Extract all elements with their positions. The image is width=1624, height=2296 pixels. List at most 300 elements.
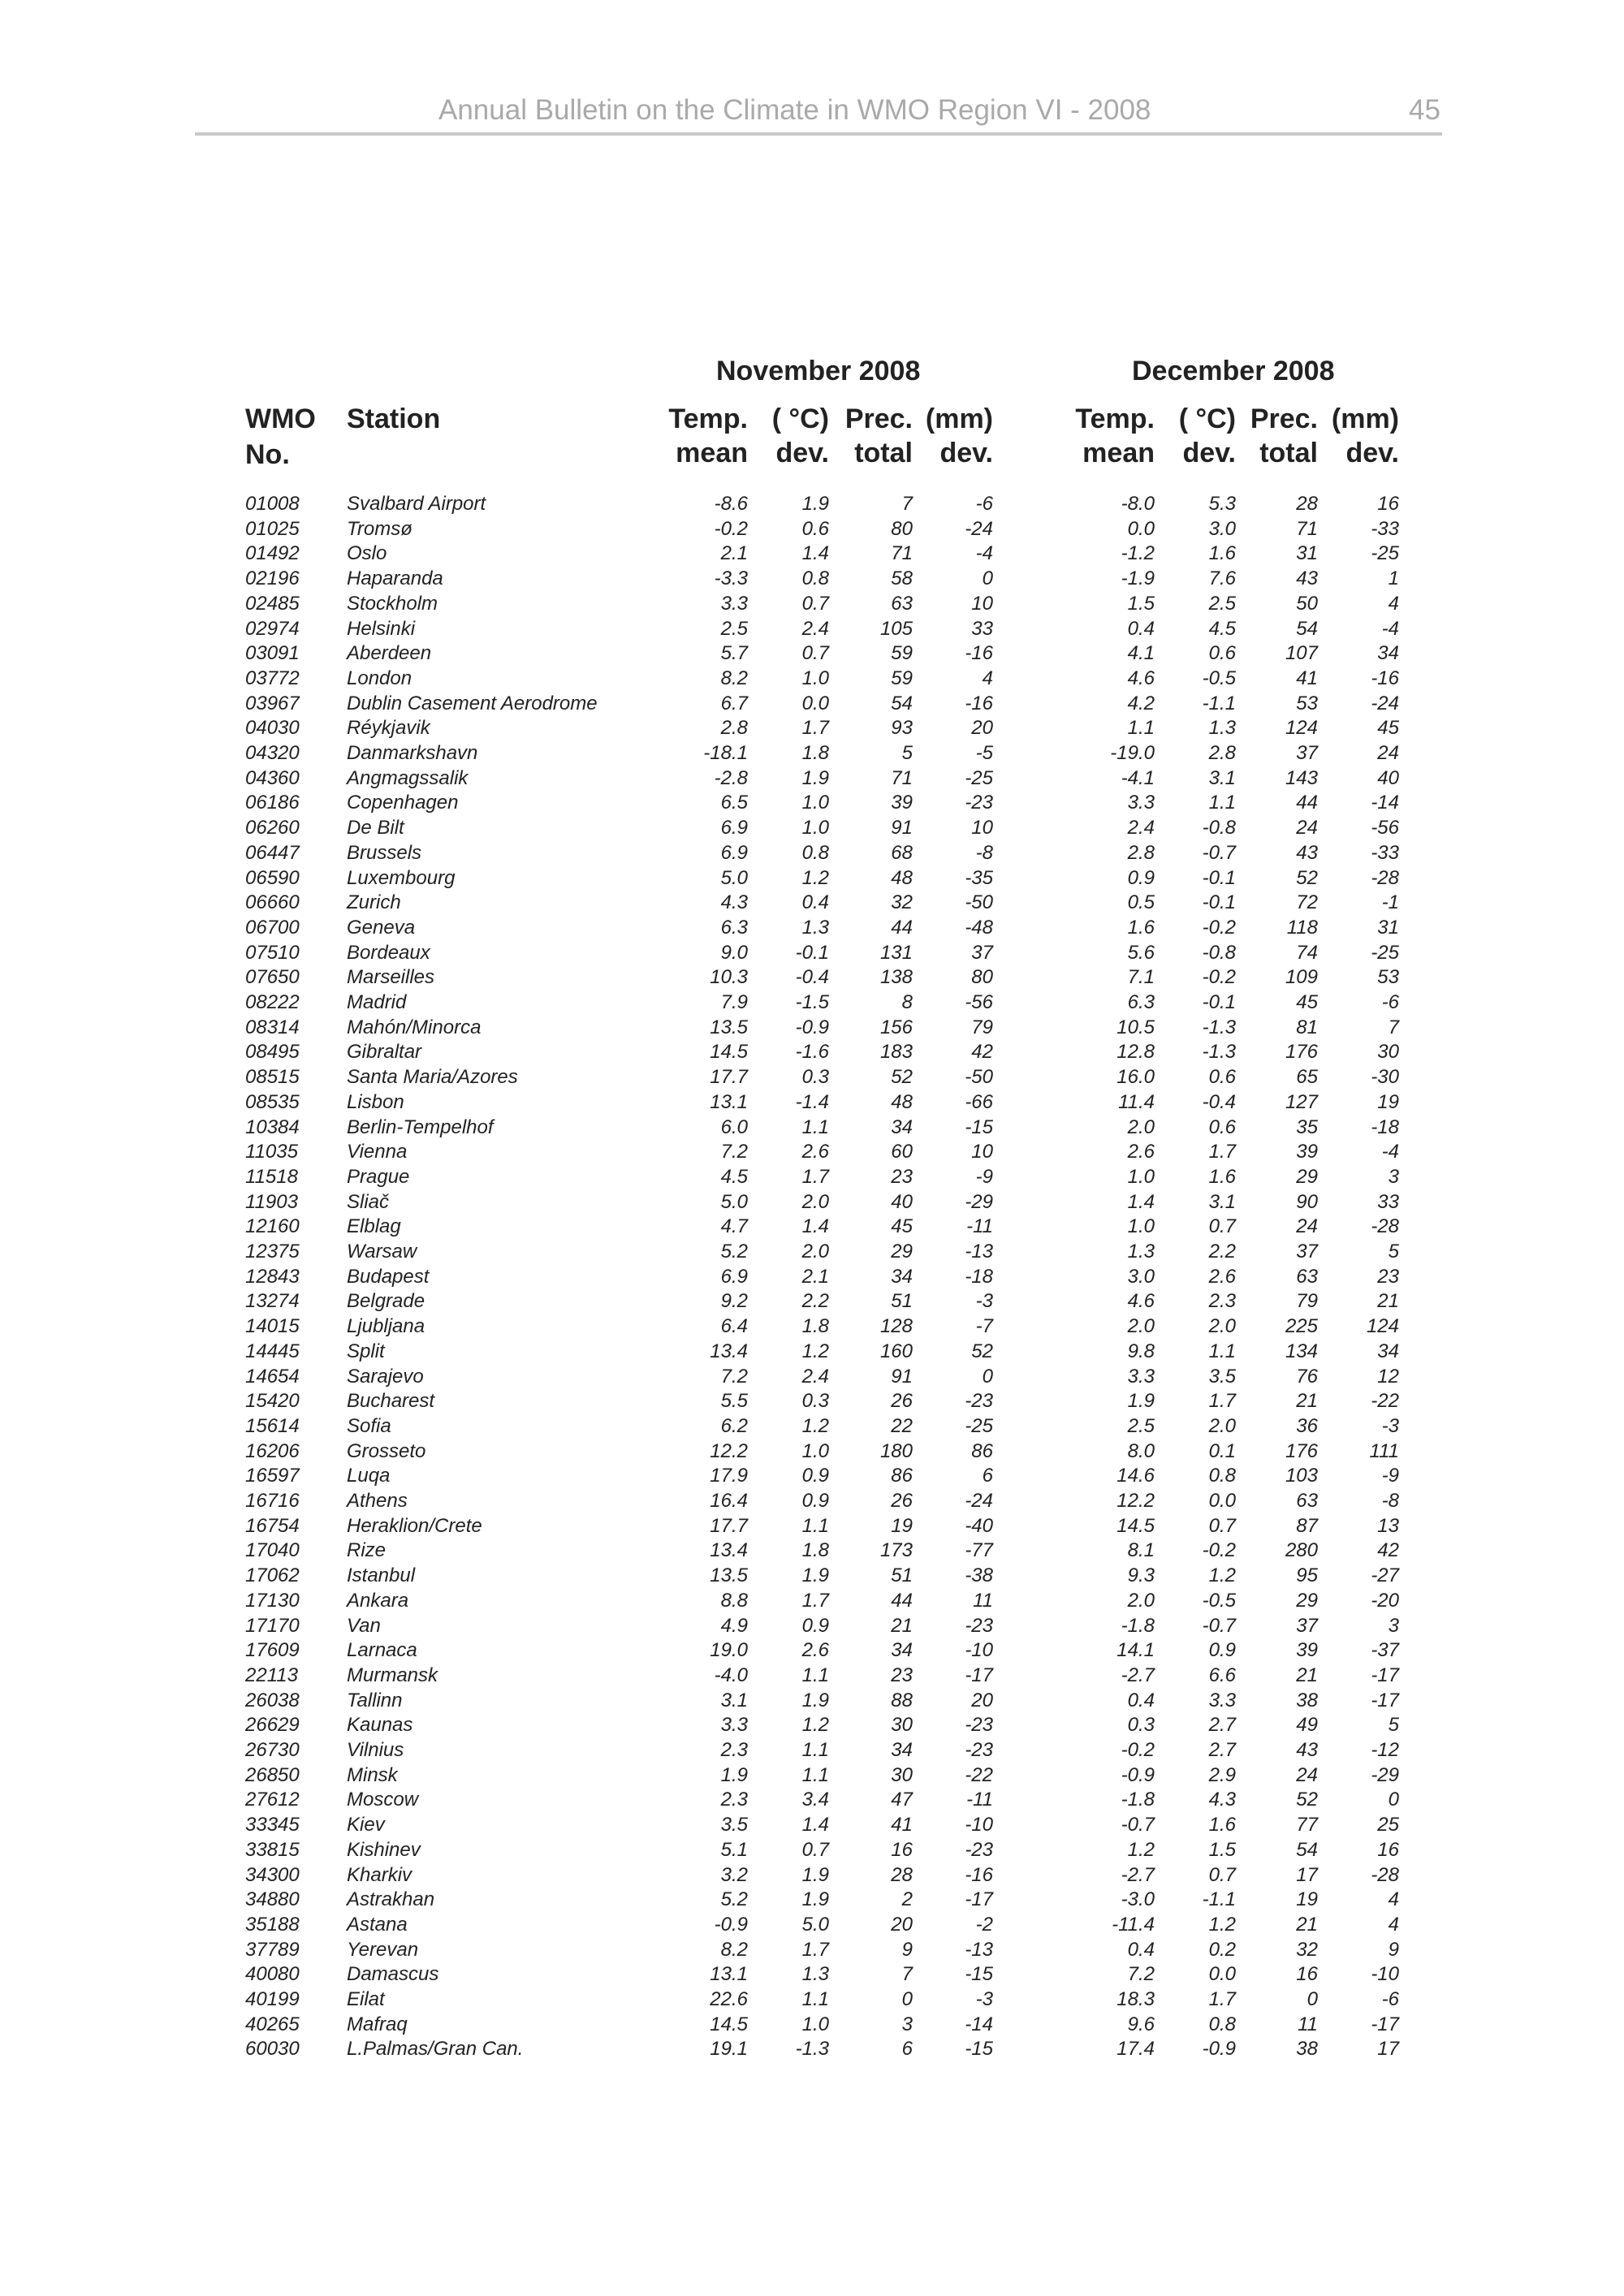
- nov-temp-mean: 6.9: [720, 1265, 748, 1288]
- table-row: [0, 617, 1624, 642]
- dec-prec-dev: -17: [1371, 2013, 1399, 2035]
- dec-prec-total: 74: [1296, 941, 1318, 964]
- nov-temp-mean: 4.5: [720, 1165, 748, 1188]
- nov-prec-total: 180: [879, 1439, 913, 1462]
- dec-temp-dev: -0.7: [1202, 841, 1236, 864]
- dec-temp-mean: 0.3: [1127, 1714, 1155, 1737]
- nov-temp-dev: 0.3: [801, 1390, 829, 1413]
- table-row: [0, 2013, 1624, 2038]
- nov-temp-dev: 2.4: [801, 617, 829, 640]
- table-row: [0, 1539, 1624, 1564]
- nov-prec-total: 20: [891, 1913, 913, 1936]
- nov-temp-mean: 9.0: [720, 941, 748, 964]
- dec-prec-total: 21: [1296, 1664, 1318, 1686]
- dec-temp-mean: -2.7: [1121, 1664, 1155, 1686]
- dec-prec-total: 127: [1285, 1090, 1318, 1113]
- dec-temp-dev: 2.9: [1208, 1763, 1236, 1786]
- station-name: Kiev: [347, 1814, 385, 1836]
- nov-prec-total: 23: [891, 1664, 913, 1686]
- nov-temp-dev: -1.6: [795, 1041, 829, 1064]
- nov-prec-total: 63: [891, 592, 913, 615]
- nov-header-prec: Prec.: [844, 404, 913, 434]
- dec-temp-dev: -0.7: [1202, 1614, 1236, 1637]
- dec-temp-mean: 1.0: [1127, 1215, 1155, 1238]
- nov-temp-mean: 8.2: [720, 667, 748, 689]
- nov-header-total: total: [854, 438, 913, 468]
- nov-temp-dev: 0.4: [801, 891, 829, 914]
- dec-temp-dev: 0.6: [1208, 1116, 1236, 1138]
- dec-prec-total: 63: [1296, 1490, 1318, 1512]
- dec-temp-mean: 1.3: [1127, 1241, 1155, 1262]
- dec-prec-total: 43: [1296, 841, 1318, 864]
- dec-prec-dev: 19: [1377, 1090, 1399, 1113]
- dec-temp-dev: -1.3: [1202, 1041, 1236, 1064]
- table-row: [0, 1888, 1624, 1913]
- dec-prec-total: 54: [1296, 1838, 1318, 1861]
- nov-temp-dev: 0.9: [801, 1614, 829, 1637]
- nov-temp-mean: 7.2: [720, 1365, 748, 1388]
- nov-temp-mean: 16.4: [710, 1490, 748, 1512]
- dec-temp-mean: 9.3: [1127, 1564, 1155, 1587]
- wmo-number: 17130: [245, 1589, 300, 1612]
- nov-prec-total: 160: [879, 1340, 913, 1362]
- dec-temp-dev: 3.3: [1208, 1689, 1236, 1711]
- dec-prec-total: 143: [1285, 766, 1318, 789]
- nov-temp-dev: -1.5: [795, 991, 829, 1013]
- station-name: Ljubljana: [347, 1315, 425, 1338]
- nov-temp-dev: 1.0: [801, 1439, 829, 1462]
- station-name: Prague: [347, 1165, 410, 1188]
- nov-temp-mean: 6.9: [720, 841, 748, 864]
- nov-temp-mean: 2.3: [720, 1789, 748, 1811]
- nov-prec-dev: -9: [975, 1165, 993, 1188]
- nov-prec-dev: -13: [965, 1241, 993, 1262]
- nov-prec-dev: 80: [971, 966, 993, 989]
- station-name: Elblag: [347, 1215, 401, 1238]
- nov-prec-total: 34: [891, 1739, 913, 1761]
- station-name: L.Palmas/Gran Can.: [347, 2038, 524, 2061]
- table-row: [0, 1165, 1624, 1190]
- nov-prec-dev: -6: [975, 493, 993, 515]
- dec-prec-total: 71: [1296, 517, 1318, 540]
- wmo-number: 06260: [245, 817, 300, 839]
- wmo-number: 15614: [245, 1414, 300, 1437]
- dec-temp-mean: 3.3: [1127, 792, 1155, 814]
- dec-header-mean: mean: [1082, 438, 1155, 468]
- dec-prec-dev: 53: [1377, 966, 1399, 989]
- nov-prec-total: 32: [891, 891, 913, 914]
- station-name: Moscow: [347, 1789, 419, 1811]
- table-row: [0, 1389, 1624, 1414]
- station-name: Danmarkshavn: [347, 742, 478, 764]
- dec-prec-total: 39: [1296, 1639, 1318, 1662]
- station-name: Mahón/Minorca: [347, 1016, 482, 1038]
- wmo-number: 04030: [245, 717, 300, 740]
- nov-temp-dev: 3.4: [801, 1789, 829, 1811]
- table-row: [0, 741, 1624, 766]
- dec-prec-dev: 4: [1388, 1913, 1399, 1936]
- dec-prec-dev: -6: [1381, 1988, 1399, 2010]
- wmo-number: 16754: [245, 1514, 300, 1537]
- dec-prec-dev: 9: [1388, 1938, 1399, 1961]
- nov-temp-mean: 8.8: [720, 1589, 748, 1612]
- dec-temp-mean: -1.8: [1121, 1614, 1155, 1637]
- dec-prec-total: 107: [1285, 642, 1318, 665]
- table-row: [0, 1215, 1624, 1240]
- nov-temp-dev: 2.2: [801, 1290, 829, 1313]
- nov-temp-mean: 13.5: [710, 1016, 748, 1038]
- nov-temp-mean: 9.2: [720, 1290, 748, 1313]
- station-name: Murmansk: [347, 1664, 438, 1686]
- dec-temp-dev: 2.3: [1208, 1290, 1236, 1313]
- nov-temp-mean: 14.5: [710, 2013, 748, 2035]
- dec-prec-total: 103: [1285, 1465, 1318, 1487]
- dec-prec-total: 63: [1296, 1265, 1318, 1288]
- table-row: [0, 1016, 1624, 1041]
- dec-temp-dev: 2.8: [1208, 742, 1236, 764]
- dec-temp-dev: -0.5: [1202, 667, 1236, 689]
- nov-temp-mean: 5.7: [720, 642, 748, 665]
- dec-prec-dev: -37: [1371, 1639, 1399, 1662]
- nov-prec-dev: -7: [975, 1315, 993, 1338]
- station-name: Angmagssalik: [347, 766, 469, 789]
- dec-temp-dev: -0.2: [1202, 966, 1236, 989]
- dec-prec-total: 176: [1285, 1041, 1318, 1064]
- dec-temp-dev: 1.7: [1208, 1141, 1236, 1163]
- wmo-number: 22113: [245, 1664, 298, 1686]
- station-name: Sarajevo: [347, 1365, 424, 1388]
- dec-temp-mean: -3.0: [1121, 1888, 1155, 1911]
- nov-prec-total: 7: [901, 1963, 913, 1986]
- table-row: [0, 1962, 1624, 1987]
- nov-temp-mean: 5.5: [720, 1390, 748, 1413]
- nov-temp-mean: 4.7: [720, 1215, 748, 1238]
- wmo-number: 14015: [245, 1315, 300, 1338]
- table-row: [0, 1340, 1624, 1365]
- nov-prec-total: 51: [891, 1290, 913, 1313]
- dec-temp-dev: -0.1: [1202, 991, 1236, 1013]
- wmo-number: 60030: [245, 2038, 300, 2061]
- station-name: Brussels: [347, 841, 422, 864]
- nov-prec-dev: 37: [971, 941, 993, 964]
- dec-temp-dev: 7.6: [1208, 568, 1236, 590]
- dec-temp-mean: 0.4: [1127, 1689, 1155, 1711]
- nov-temp-dev: 1.0: [801, 2013, 829, 2035]
- nov-prec-total: 6: [901, 2038, 913, 2061]
- dec-prec-dev: -9: [1381, 1465, 1399, 1487]
- table-row: [0, 1589, 1624, 1614]
- dec-prec-dev: 16: [1377, 493, 1399, 515]
- dec-temp-mean: -0.7: [1121, 1814, 1155, 1836]
- nov-prec-dev: 10: [971, 592, 993, 615]
- dec-temp-mean: 10.5: [1116, 1016, 1155, 1038]
- dec-prec-total: 24: [1296, 1763, 1318, 1786]
- dec-prec-total: 54: [1296, 617, 1318, 640]
- dec-temp-mean: 7.1: [1127, 966, 1155, 989]
- nov-prec-total: 88: [891, 1689, 913, 1711]
- wmo-number: 14445: [245, 1340, 300, 1362]
- nov-temp-dev: 0.3: [801, 1066, 829, 1089]
- dec-temp-mean: 2.0: [1127, 1315, 1155, 1338]
- dec-prec-total: 45: [1296, 991, 1318, 1013]
- dec-prec-dev: -25: [1371, 542, 1399, 565]
- dec-prec-dev: 3: [1388, 1614, 1399, 1637]
- nov-prec-dev: -77: [965, 1539, 993, 1562]
- dec-temp-mean: 18.3: [1116, 1988, 1155, 2010]
- nov-temp-mean: 19.1: [710, 2038, 748, 2061]
- dec-prec-total: 38: [1296, 2038, 1318, 2061]
- wmo-number: 37789: [245, 1938, 300, 1961]
- nov-temp-mean: 1.9: [720, 1763, 748, 1786]
- dec-prec-total: 36: [1296, 1414, 1318, 1437]
- dec-temp-dev: 2.0: [1208, 1315, 1236, 1338]
- dec-prec-dev: 111: [1369, 1439, 1399, 1462]
- wmo-number: 17609: [245, 1639, 300, 1662]
- table-row: [0, 1913, 1624, 1938]
- nov-temp-mean: 13.4: [710, 1340, 748, 1362]
- nov-temp-dev: -1.4: [795, 1090, 829, 1113]
- nov-prec-total: 105: [879, 617, 913, 640]
- nov-temp-dev: 1.9: [801, 1863, 829, 1886]
- nov-temp-mean: 13.1: [710, 1963, 748, 1986]
- dec-prec-total: 32: [1296, 1938, 1318, 1961]
- nov-prec-total: 21: [891, 1614, 913, 1637]
- dec-prec-dev: -56: [1371, 817, 1399, 839]
- nov-prec-total: 16: [891, 1838, 913, 1861]
- nov-prec-dev: -11: [966, 1215, 993, 1238]
- dec-temp-mean: 11.4: [1118, 1090, 1155, 1113]
- dec-temp-dev: 1.1: [1208, 1340, 1236, 1362]
- nov-prec-total: 0: [901, 1988, 913, 2010]
- wmo-number: 16716: [245, 1490, 300, 1512]
- table-row: [0, 1265, 1624, 1290]
- nov-temp-mean: 17.7: [710, 1514, 748, 1537]
- dec-temp-mean: 9.6: [1127, 2013, 1155, 2035]
- dec-temp-dev: 2.2: [1208, 1241, 1236, 1262]
- wmo-number: 12160: [245, 1215, 300, 1238]
- col-header-station: Station: [347, 404, 441, 434]
- station-name: Astrakhan: [347, 1888, 435, 1911]
- station-name: Van: [347, 1614, 381, 1637]
- table-row: [0, 1738, 1624, 1763]
- nov-header-temp: Temp.: [668, 404, 748, 434]
- table-row: [0, 517, 1624, 542]
- dec-temp-mean: 2.0: [1127, 1116, 1155, 1138]
- dec-prec-total: 280: [1285, 1539, 1318, 1562]
- dec-temp-mean: 4.2: [1127, 692, 1155, 714]
- table-row: [0, 1813, 1624, 1838]
- dec-temp-dev: 0.8: [1208, 2013, 1236, 2035]
- dec-temp-dev: 2.7: [1208, 1739, 1236, 1761]
- nov-temp-dev: 1.8: [801, 742, 829, 764]
- dec-prec-dev: -30: [1371, 1066, 1399, 1089]
- dec-prec-dev: -28: [1371, 1863, 1399, 1886]
- nov-temp-dev: 1.2: [801, 866, 829, 889]
- nov-temp-mean: 4.9: [720, 1614, 748, 1637]
- dec-temp-mean: 2.6: [1127, 1141, 1155, 1163]
- station-name: Zurich: [347, 891, 401, 914]
- dec-temp-dev: 4.3: [1208, 1789, 1236, 1811]
- dec-prec-total: 118: [1286, 916, 1318, 939]
- dec-prec-dev: 1: [1388, 568, 1399, 590]
- dec-prec-total: 11: [1298, 2013, 1318, 2035]
- dec-prec-dev: -8: [1381, 1490, 1399, 1512]
- table-row: [0, 1314, 1624, 1340]
- table-row: [0, 1938, 1624, 1963]
- dec-temp-mean: 7.2: [1127, 1963, 1155, 1986]
- nov-temp-mean: 3.3: [720, 1714, 748, 1737]
- station-name: Grosseto: [347, 1439, 426, 1462]
- station-name: Damascus: [347, 1963, 439, 1986]
- dec-temp-dev: -0.5: [1202, 1589, 1236, 1612]
- nov-temp-dev: 1.0: [801, 817, 829, 839]
- dec-temp-dev: 0.9: [1208, 1639, 1236, 1662]
- table-row: [0, 641, 1624, 667]
- dec-temp-mean: -8.0: [1121, 493, 1155, 515]
- nov-temp-mean: 13.5: [710, 1564, 748, 1587]
- nov-prec-dev: -2: [975, 1913, 993, 1936]
- dec-temp-mean: 5.6: [1127, 941, 1155, 964]
- running-header-title: Annual Bulletin on the Climate in WMO Region VI - 2008: [438, 94, 1151, 126]
- col-header-no: No.: [245, 439, 290, 470]
- table-row: [0, 692, 1624, 717]
- dec-prec-dev: 7: [1388, 1016, 1399, 1038]
- dec-temp-dev: 0.8: [1208, 1465, 1236, 1487]
- dec-prec-dev: 5: [1388, 1241, 1399, 1262]
- nov-temp-dev: 1.1: [801, 1514, 829, 1537]
- station-name: Istanbul: [347, 1564, 416, 1587]
- dec-header-dev: dev.: [1182, 438, 1236, 468]
- station-name: Minsk: [347, 1763, 398, 1786]
- nov-prec-dev: -40: [965, 1514, 993, 1537]
- nov-temp-mean: -0.9: [714, 1913, 748, 1936]
- nov-prec-total: 7: [901, 493, 913, 515]
- dec-prec-dev: -3: [1381, 1414, 1399, 1437]
- station-name: Heraklion/Crete: [347, 1514, 482, 1537]
- dec-prec-total: 65: [1296, 1066, 1318, 1089]
- wmo-number: 01008: [245, 493, 300, 515]
- nov-temp-mean: 5.2: [720, 1241, 748, 1262]
- table-row: [0, 542, 1624, 567]
- nov-temp-mean: 5.0: [720, 866, 748, 889]
- dec-prec-total: 53: [1296, 692, 1318, 714]
- nov-prec-total: 41: [891, 1814, 913, 1836]
- nov-prec-total: 71: [891, 542, 913, 565]
- dec-temp-dev: 2.0: [1208, 1414, 1236, 1437]
- nov-prec-dev: -10: [965, 1814, 993, 1836]
- nov-temp-mean: 10.3: [710, 966, 748, 989]
- nov-prec-total: 26: [891, 1390, 913, 1413]
- dec-temp-dev: -0.4: [1202, 1090, 1236, 1113]
- nov-temp-mean: 4.3: [720, 891, 748, 914]
- nov-prec-total: 91: [891, 817, 913, 839]
- table-row: [0, 766, 1624, 792]
- wmo-number: 12375: [245, 1241, 300, 1262]
- station-name: Astana: [347, 1913, 408, 1936]
- dec-temp-mean: 4.6: [1127, 667, 1155, 689]
- nov-prec-dev: -4: [975, 542, 993, 565]
- nov-prec-dev: -24: [965, 1490, 993, 1512]
- table-row: [0, 1414, 1624, 1439]
- dec-temp-dev: 0.6: [1208, 1066, 1236, 1089]
- nov-temp-dev: 2.0: [801, 1241, 829, 1262]
- dec-prec-total: 87: [1296, 1514, 1318, 1537]
- nov-prec-total: 52: [891, 1066, 913, 1089]
- station-name: Bucharest: [347, 1390, 435, 1413]
- nov-temp-mean: 13.4: [710, 1539, 748, 1562]
- table-row: [0, 1240, 1624, 1265]
- wmo-number: 10384: [245, 1116, 300, 1138]
- nov-prec-total: 60: [891, 1141, 913, 1163]
- dec-header-temp: Temp.: [1075, 404, 1155, 434]
- table-row: [0, 667, 1624, 692]
- page-number: 45: [1409, 94, 1440, 126]
- nov-prec-dev: 42: [971, 1041, 993, 1064]
- nov-temp-mean: 6.9: [720, 817, 748, 839]
- nov-temp-dev: 1.4: [801, 1814, 829, 1836]
- dec-prec-total: 24: [1296, 817, 1318, 839]
- nov-header-mean: mean: [676, 438, 748, 468]
- nov-prec-total: 48: [891, 1090, 913, 1113]
- dec-prec-total: 37: [1296, 1614, 1318, 1637]
- nov-temp-dev: 2.6: [801, 1141, 829, 1163]
- nov-temp-dev: 1.2: [801, 1340, 829, 1362]
- table-row: [0, 1763, 1624, 1789]
- nov-temp-dev: 1.0: [801, 792, 829, 814]
- dec-temp-mean: -4.1: [1121, 766, 1155, 789]
- nov-temp-mean: 2.3: [720, 1739, 748, 1761]
- dec-prec-dev: 40: [1377, 766, 1399, 789]
- dec-prec-total: 0: [1307, 1988, 1318, 2010]
- nov-prec-total: 47: [891, 1789, 913, 1811]
- nov-header-dev: dev.: [775, 438, 829, 468]
- dec-prec-total: 29: [1296, 1165, 1318, 1188]
- nov-prec-dev: -16: [965, 642, 993, 665]
- table-row: [0, 1514, 1624, 1539]
- dec-temp-dev: 0.0: [1208, 1490, 1236, 1512]
- dec-prec-total: 79: [1296, 1290, 1318, 1313]
- dec-temp-mean: 1.4: [1127, 1190, 1155, 1213]
- station-name: Marseilles: [347, 966, 435, 989]
- dec-temp-mean: 1.6: [1127, 916, 1155, 939]
- nov-temp-dev: 1.1: [801, 1988, 829, 2010]
- dec-prec-total: 134: [1285, 1340, 1318, 1362]
- station-name: Sliač: [347, 1190, 390, 1213]
- nov-prec-total: 2: [901, 1888, 913, 1911]
- dec-temp-mean: 6.3: [1127, 991, 1155, 1013]
- dec-prec-total: 28: [1296, 493, 1318, 515]
- table-row: [0, 990, 1624, 1016]
- station-name: Geneva: [347, 916, 416, 939]
- dec-temp-mean: 0.5: [1127, 891, 1155, 914]
- nov-temp-dev: 1.1: [801, 1116, 829, 1138]
- dec-prec-total: 90: [1296, 1190, 1318, 1213]
- nov-temp-dev: 0.7: [801, 642, 829, 665]
- station-name: Copenhagen: [347, 792, 459, 814]
- dec-temp-dev: 1.6: [1208, 1814, 1236, 1836]
- wmo-number: 06700: [245, 916, 300, 939]
- nov-prec-total: 39: [891, 792, 913, 814]
- dec-prec-dev: -28: [1371, 1215, 1399, 1238]
- nov-prec-total: 86: [891, 1465, 913, 1487]
- dec-prec-total: 44: [1296, 792, 1318, 814]
- table-row: [0, 1489, 1624, 1514]
- wmo-number: 40199: [245, 1988, 300, 2010]
- nov-temp-dev: 1.1: [801, 1763, 829, 1786]
- station-name: Oslo: [347, 542, 387, 565]
- dec-prec-dev: -4: [1381, 1141, 1399, 1163]
- nov-prec-dev: -18: [965, 1265, 993, 1288]
